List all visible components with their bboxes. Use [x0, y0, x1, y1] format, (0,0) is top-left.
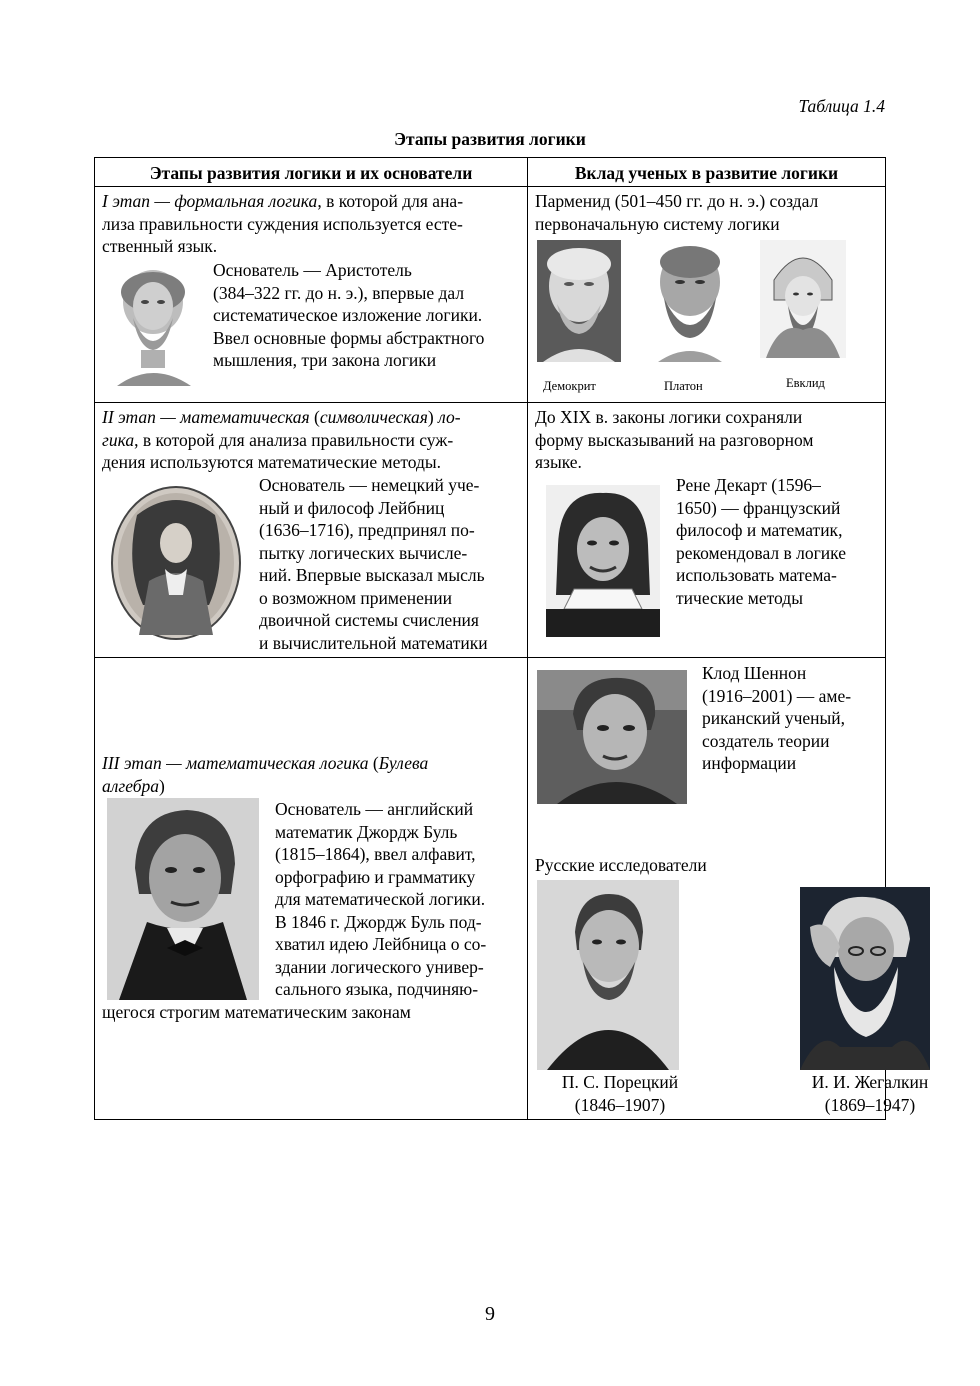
leibniz-description — [259, 474, 525, 654]
stage-1-intro — [102, 190, 522, 258]
descartes-description — [676, 474, 882, 609]
zhegalkin-name: И. И. Жегалкин — [811, 1072, 929, 1092]
stage-3-intro — [102, 752, 522, 797]
spoken-language-line: форму высказываний на разговорном — [535, 429, 814, 450]
parmenides-line: Парменид (501–450 гг. до н. э.) создал — [535, 191, 819, 211]
stage-2-logic-end: гика — [102, 429, 135, 450]
stage-1-line-2: лиза правильности суждения используется есте- — [102, 213, 463, 234]
descartes-text-line: использовать матема- — [676, 565, 837, 585]
democritus-portrait — [537, 240, 621, 362]
boole-portrait — [107, 798, 259, 1000]
aristotle-text-line: Ввел основные формы абстрактного — [213, 327, 485, 348]
leibniz-text-line: ний. Впервые высказал мысль — [259, 565, 485, 585]
stage-1-line-1: , в которой для ана- — [317, 191, 464, 211]
leibniz-text-line: ный и философ Лейбниц — [259, 497, 445, 518]
zhegalkin-portrait — [800, 887, 930, 1070]
boole-text-line: сального языка, подчиняю- — [275, 979, 479, 999]
leibniz-portrait — [109, 485, 243, 641]
aristotle-description — [213, 259, 525, 372]
descartes-text-line: Рене Декарт (1596– — [676, 475, 821, 495]
aristotle-text-line: систематическое изложение логики. — [213, 305, 483, 325]
stage-2-intro — [102, 406, 522, 474]
boole-text-line: орфографию и грамматику — [275, 866, 476, 887]
shannon-text-line: создатель теории — [702, 730, 830, 751]
stage-3-paren-close: ) — [159, 775, 165, 796]
spoken-language-line: До XIX в. законы логики сохраняли — [535, 407, 803, 427]
aristotle-portrait — [107, 264, 199, 386]
stage-2-cell — [95, 403, 527, 657]
boole-text-line: хватил идею Лейбница о со- — [275, 934, 487, 954]
stage-2-symbolic: символическая — [319, 407, 428, 427]
boole-text-line: Основатель — английский — [275, 799, 474, 819]
contribution-2-cell — [528, 403, 885, 657]
zhegalkin-caption — [786, 1071, 954, 1116]
democritus-caption: Демокрит — [543, 379, 596, 393]
boole-text-line: В 1846 г. Джордж Буль под- — [275, 911, 482, 932]
descartes-text-line: рекомендовал в логике — [676, 542, 846, 563]
stages-table — [94, 157, 929, 1120]
table-number: Таблица 1.4 — [798, 96, 885, 116]
stage-1-cell — [95, 188, 527, 402]
descartes-text-line: тические методы — [676, 587, 803, 608]
poretsky-caption — [535, 1071, 705, 1116]
leibniz-text-line: о возможном применении — [259, 587, 452, 608]
leibniz-text-line: Основатель — немецкий уче- — [259, 475, 480, 495]
parmenides-text — [535, 190, 880, 235]
descartes-text-line: 1650) — французский — [676, 497, 841, 518]
boole-text-line: математик Джордж Буль — [275, 821, 458, 842]
aristotle-text-line: Основатель — Аристотель — [213, 260, 412, 280]
zhegalkin-years: (1869–1947) — [824, 1094, 916, 1115]
column-header-contribution: Вклад ученых в развитие логики — [528, 158, 885, 187]
stage-2-line-3: дения используются математические методы. — [102, 452, 442, 472]
stage-3-cell — [95, 658, 527, 1119]
leibniz-text-line: пытку логических вычисле- — [259, 542, 468, 563]
parmenides-line: первоначальную систему логики — [535, 213, 780, 234]
poretsky-portrait — [537, 880, 679, 1070]
column-header-stages: Этапы развития логики и их основатели — [95, 158, 527, 187]
leibniz-text-line: двоичной системы счисления — [259, 610, 479, 630]
plato-portrait — [646, 240, 734, 362]
shannon-portrait — [537, 670, 687, 804]
shannon-text-line: информации — [702, 753, 797, 773]
stage-3-paren-open: ( — [368, 753, 379, 773]
russian-researchers-heading: Русские исследователи — [535, 855, 707, 875]
aristotle-text-line: (384–322 гг. до н. э.), впервые дал — [213, 282, 465, 303]
descartes-portrait — [546, 485, 660, 637]
euclid-portrait — [760, 240, 846, 358]
stage-3-algebra: алгебра — [102, 775, 160, 796]
plato-caption: Платон — [664, 379, 703, 393]
aristotle-text-line: мышления, три закона логики — [213, 350, 437, 370]
contribution-3-cell — [528, 658, 929, 1119]
page-number: 9 — [485, 1303, 495, 1325]
boole-text-line: (1815–1864), ввел алфавит, — [275, 844, 476, 864]
boole-text-line: для математической логики. — [275, 889, 486, 909]
stage-3-boolean: Булева — [378, 753, 429, 773]
poretsky-name: П. С. Порецкий — [561, 1072, 679, 1092]
shannon-text-line: Клод Шеннон — [702, 663, 807, 683]
stage-2-title: II этап — математическая — [102, 407, 310, 427]
leibniz-text-line: и вычислительной математики — [259, 632, 488, 653]
stage-3-title: III этап — математическая логика — [102, 753, 369, 773]
stage-2-paren-open: ( — [309, 407, 320, 427]
shannon-description — [702, 662, 882, 775]
poretsky-years: (1846–1907) — [574, 1094, 666, 1115]
boole-description — [275, 798, 525, 1001]
stage-1-title: I этап — формальная логика — [102, 191, 318, 211]
boole-text-line: здании логического универ- — [275, 956, 484, 977]
shannon-text-line: (1916–2001) — аме- — [702, 685, 852, 706]
boole-last-line: щегося строгим математическим законам — [102, 1002, 411, 1022]
contribution-1-cell — [528, 188, 885, 402]
descartes-text-line: философ и математик, — [676, 520, 843, 540]
spoken-language-line: языке. — [535, 452, 582, 472]
stage-1-line-3: ственный язык. — [102, 236, 218, 256]
stage-2-logic-part: ло- — [438, 407, 461, 427]
euclid-caption: Евклид — [786, 376, 825, 390]
stage-2-line-2: , в которой для анализа правильности суж- — [134, 429, 454, 450]
shannon-text-line: риканский ученый, — [702, 708, 846, 728]
spoken-language-text — [535, 406, 880, 474]
stage-2-paren-close: ) — [427, 407, 439, 427]
leibniz-text-line: (1636–1716), предпринял по- — [259, 520, 475, 540]
table-title: Этапы развития логики — [394, 129, 586, 149]
